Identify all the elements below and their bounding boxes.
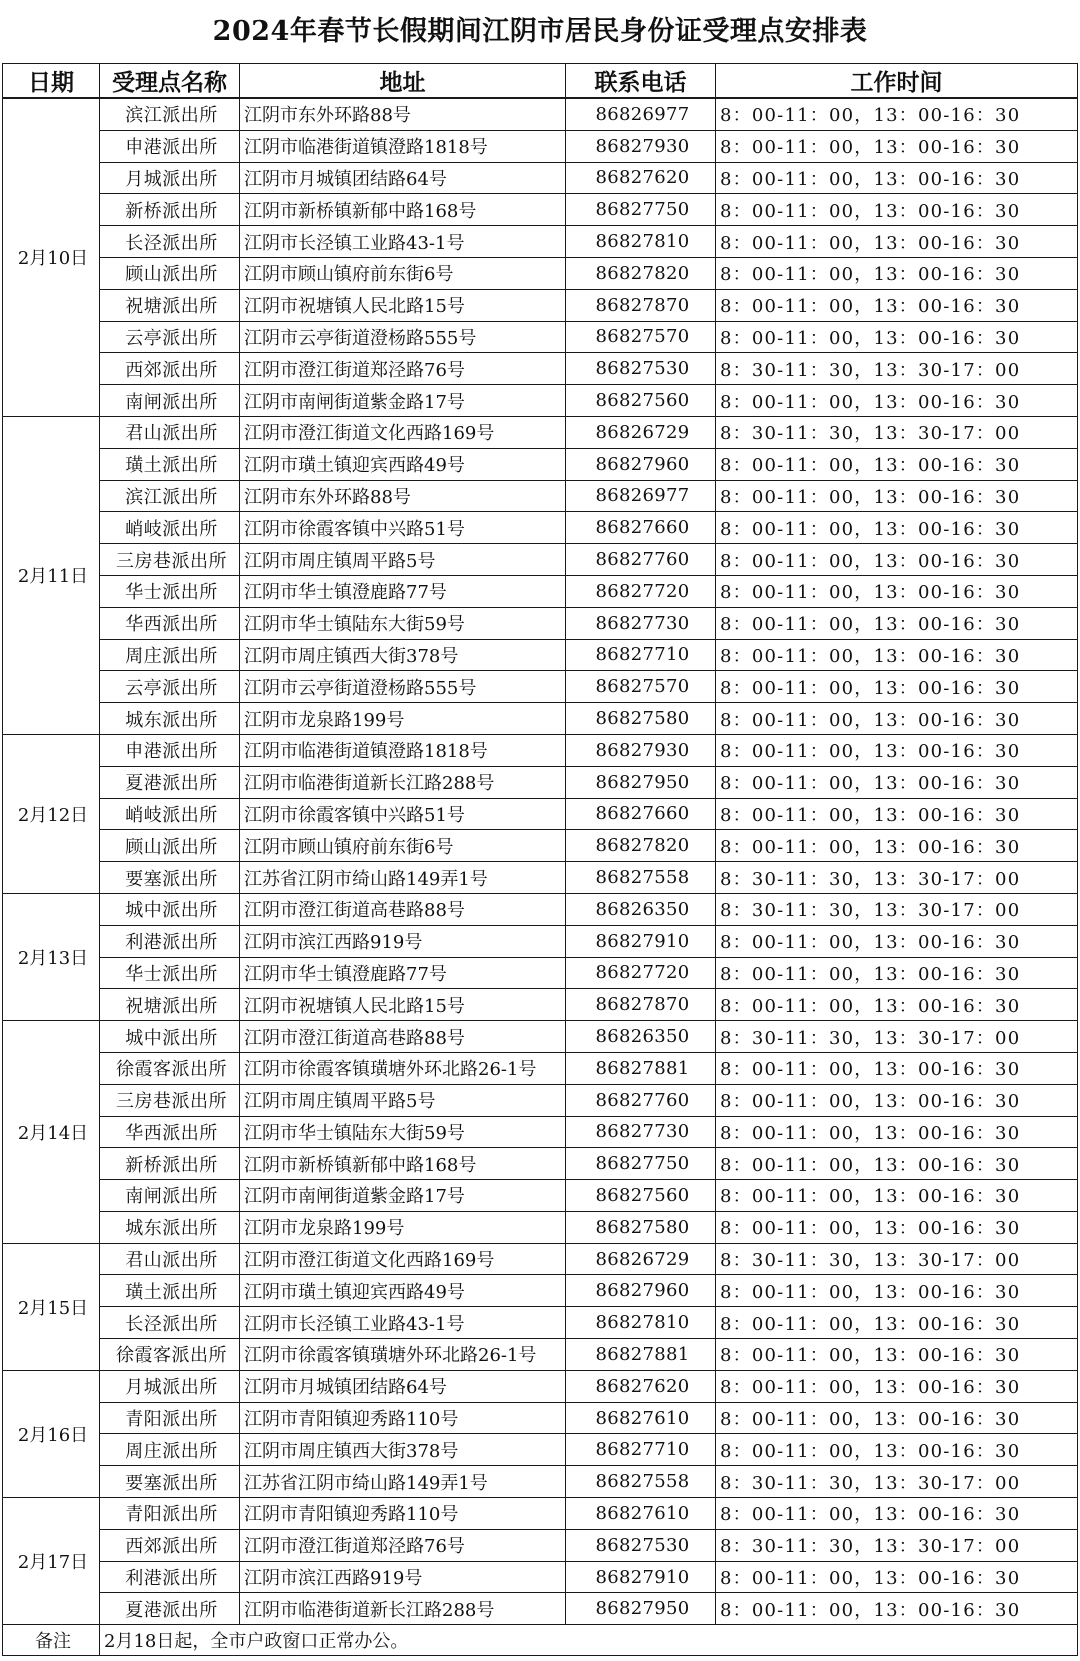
- table-row: [3, 734, 1078, 766]
- header-name: 受理点名称: [100, 64, 240, 99]
- address-cell: 江阴市华士镇澄鹿路77号: [240, 957, 566, 989]
- phone-cell: 86827820: [566, 830, 716, 862]
- hours-cell: 8：30-11：30，13：30-17：00: [716, 1243, 1078, 1275]
- address-cell: 江阴市长泾镇工业路43-1号: [240, 1307, 566, 1339]
- date-cell: 2月17日: [3, 1498, 100, 1625]
- address-cell: 江阴市周庄镇周平路5号: [240, 1084, 566, 1116]
- hours-cell: 8：00-11：00，13：00-16：30: [716, 1561, 1078, 1593]
- hours-cell: 8：00-11：00，13：00-16：30: [716, 1498, 1078, 1530]
- phone-cell: 86827950: [566, 1593, 716, 1625]
- name-cell: 祝塘派出所: [100, 289, 240, 321]
- table-row: [3, 1116, 1078, 1148]
- hours-cell: 8：00-11：00，13：00-16：30: [716, 607, 1078, 639]
- phone-cell: 86826977: [566, 480, 716, 512]
- hours-cell: 8：00-11：00，13：00-16：30: [716, 385, 1078, 417]
- header-phone: 联系电话: [566, 64, 716, 99]
- table-row: [3, 1148, 1078, 1180]
- address-cell: 江阴市周庄镇周平路5号: [240, 544, 566, 576]
- phone-cell: 86826729: [566, 416, 716, 448]
- hours-cell: 8：00-11：00，13：00-16：30: [716, 575, 1078, 607]
- name-cell: 南闸派出所: [100, 1180, 240, 1212]
- name-cell: 新桥派出所: [100, 1148, 240, 1180]
- address-cell: 江阴市华士镇陆东大街59号: [240, 607, 566, 639]
- name-cell: 夏港派出所: [100, 766, 240, 798]
- phone-cell: 86827720: [566, 575, 716, 607]
- phone-cell: 86826350: [566, 893, 716, 925]
- hours-cell: 8：00-11：00，13：00-16：30: [716, 194, 1078, 226]
- name-cell: 华西派出所: [100, 1116, 240, 1148]
- address-cell: 江苏省江阴市绮山路149弄1号: [240, 1466, 566, 1498]
- hours-cell: 8：00-11：00，13：00-16：30: [716, 1180, 1078, 1212]
- name-cell: 祝塘派出所: [100, 989, 240, 1021]
- phone-cell: 86827950: [566, 766, 716, 798]
- name-cell: 华士派出所: [100, 957, 240, 989]
- address-cell: 江阴市新桥镇新郁中路168号: [240, 1148, 566, 1180]
- phone-cell: 86827580: [566, 703, 716, 735]
- date-cell: 2月11日: [3, 416, 100, 734]
- table-row: [3, 1307, 1078, 1339]
- table-row: [3, 1211, 1078, 1243]
- phone-cell: 86827930: [566, 734, 716, 766]
- address-cell: 江阴市璜土镇迎宾西路49号: [240, 448, 566, 480]
- note-text: 2月18日起，全市户政窗口正常办公。: [100, 1625, 1078, 1656]
- address-cell: 江阴市璜土镇迎宾西路49号: [240, 1275, 566, 1307]
- hours-cell: 8：30-11：30，13：30-17：00: [716, 416, 1078, 448]
- address-cell: 江阴市徐霞客镇中兴路51号: [240, 512, 566, 544]
- name-cell: 利港派出所: [100, 1561, 240, 1593]
- phone-cell: 86827580: [566, 1211, 716, 1243]
- hours-cell: 8：00-11：00，13：00-16：30: [716, 1593, 1078, 1625]
- hours-cell: 8：00-11：00，13：00-16：30: [716, 1052, 1078, 1084]
- phone-cell: 86827810: [566, 1307, 716, 1339]
- table-row: [3, 98, 1078, 130]
- address-cell: 江阴市华士镇陆东大街59号: [240, 1116, 566, 1148]
- address-cell: 江阴市澄江街道文化西路169号: [240, 416, 566, 448]
- address-cell: 江阴市龙泉路199号: [240, 703, 566, 735]
- address-cell: 江阴市南闸街道紫金路17号: [240, 1180, 566, 1212]
- phone-cell: 86827560: [566, 1180, 716, 1212]
- table-row: [3, 416, 1078, 448]
- hours-cell: 8：00-11：00，13：00-16：30: [716, 925, 1078, 957]
- address-cell: 江阴市云亭街道澄杨路555号: [240, 671, 566, 703]
- name-cell: 青阳派出所: [100, 1498, 240, 1530]
- phone-cell: 86827881: [566, 1339, 716, 1371]
- name-cell: 南闸派出所: [100, 385, 240, 417]
- phone-cell: 86827820: [566, 257, 716, 289]
- name-cell: 城东派出所: [100, 1211, 240, 1243]
- name-cell: 徐霞客派出所: [100, 1052, 240, 1084]
- table-row: [3, 925, 1078, 957]
- table-row: [3, 1466, 1078, 1498]
- hours-cell: 8：00-11：00，13：00-16：30: [716, 162, 1078, 194]
- date-cell: 2月13日: [3, 893, 100, 1020]
- table-row: [3, 989, 1078, 1021]
- hours-cell: 8：00-11：00，13：00-16：30: [716, 544, 1078, 576]
- name-cell: 君山派出所: [100, 416, 240, 448]
- phone-cell: 86827930: [566, 130, 716, 162]
- name-cell: 要塞派出所: [100, 862, 240, 894]
- hours-cell: 8：00-11：00，13：00-16：30: [716, 703, 1078, 735]
- address-cell: 江阴市龙泉路199号: [240, 1211, 566, 1243]
- phone-cell: 86827660: [566, 798, 716, 830]
- phone-cell: 86827730: [566, 1116, 716, 1148]
- table-row: [3, 671, 1078, 703]
- table-row: [3, 353, 1078, 385]
- table-row: [3, 1052, 1078, 1084]
- phone-cell: 86827610: [566, 1402, 716, 1434]
- name-cell: 云亭派出所: [100, 671, 240, 703]
- name-cell: 月城派出所: [100, 162, 240, 194]
- hours-cell: 8：00-11：00，13：00-16：30: [716, 480, 1078, 512]
- name-cell: 长泾派出所: [100, 1307, 240, 1339]
- phone-cell: 86827710: [566, 1434, 716, 1466]
- header-address: 地址: [240, 64, 566, 99]
- name-cell: 三房巷派出所: [100, 544, 240, 576]
- name-cell: 云亭派出所: [100, 321, 240, 353]
- hours-cell: 8：00-11：00，13：00-16：30: [716, 798, 1078, 830]
- phone-cell: 86827530: [566, 1529, 716, 1561]
- address-cell: 江阴市祝塘镇人民北路15号: [240, 289, 566, 321]
- name-cell: 西郊派出所: [100, 353, 240, 385]
- address-cell: 江阴市周庄镇西大街378号: [240, 639, 566, 671]
- header-date: 日期: [3, 64, 100, 99]
- table-row: [3, 1275, 1078, 1307]
- hours-cell: 8：00-11：00，13：00-16：30: [716, 734, 1078, 766]
- table-body: [3, 98, 1078, 1625]
- table-row: [3, 1529, 1078, 1561]
- name-cell: 华士派出所: [100, 575, 240, 607]
- phone-cell: 86827750: [566, 1148, 716, 1180]
- name-cell: 君山派出所: [100, 1243, 240, 1275]
- phone-cell: 86827910: [566, 925, 716, 957]
- address-cell: 江阴市临港街道镇澄路1818号: [240, 130, 566, 162]
- address-cell: 江阴市东外环路88号: [240, 480, 566, 512]
- name-cell: 城中派出所: [100, 1021, 240, 1053]
- address-cell: 江阴市滨江西路919号: [240, 925, 566, 957]
- phone-cell: 86826977: [566, 98, 716, 130]
- table-row: [3, 830, 1078, 862]
- phone-cell: 86827610: [566, 1498, 716, 1530]
- hours-cell: 8：00-11：00，13：00-16：30: [716, 1275, 1078, 1307]
- address-cell: 江阴市顾山镇府前东街6号: [240, 257, 566, 289]
- hours-cell: 8：00-11：00，13：00-16：30: [716, 289, 1078, 321]
- address-cell: 江阴市澄江街道高巷路88号: [240, 1021, 566, 1053]
- table-row: [3, 194, 1078, 226]
- hours-cell: 8：00-11：00，13：00-16：30: [716, 226, 1078, 258]
- address-cell: 江阴市澄江街道文化西路169号: [240, 1243, 566, 1275]
- table-row: [3, 130, 1078, 162]
- phone-cell: 86826350: [566, 1021, 716, 1053]
- hours-cell: 8：00-11：00，13：00-16：30: [716, 1370, 1078, 1402]
- phone-cell: 86827570: [566, 671, 716, 703]
- phone-cell: 86827960: [566, 1275, 716, 1307]
- hours-cell: 8：00-11：00，13：00-16：30: [716, 98, 1078, 130]
- table-row: [3, 893, 1078, 925]
- address-cell: 江阴市华士镇澄鹿路77号: [240, 575, 566, 607]
- phone-cell: 86827620: [566, 162, 716, 194]
- hours-cell: 8：00-11：00，13：00-16：30: [716, 1307, 1078, 1339]
- date-cell: 2月12日: [3, 734, 100, 893]
- phone-cell: 86827710: [566, 639, 716, 671]
- address-cell: 江阴市月城镇团结路64号: [240, 162, 566, 194]
- table-row: [3, 385, 1078, 417]
- phone-cell: 86827570: [566, 321, 716, 353]
- table-row: [3, 1339, 1078, 1371]
- name-cell: 申港派出所: [100, 130, 240, 162]
- hours-cell: 8：00-11：00，13：00-16：30: [716, 639, 1078, 671]
- phone-cell: 86827870: [566, 989, 716, 1021]
- address-cell: 江阴市澄江街道高巷路88号: [240, 893, 566, 925]
- table-row: [3, 1434, 1078, 1466]
- name-cell: 周庄派出所: [100, 639, 240, 671]
- header-hours: 工作时间: [716, 64, 1078, 99]
- name-cell: 长泾派出所: [100, 226, 240, 258]
- hours-cell: 8：00-11：00，13：00-16：30: [716, 448, 1078, 480]
- phone-cell: 86827660: [566, 512, 716, 544]
- hours-cell: 8：00-11：00，13：00-16：30: [716, 1434, 1078, 1466]
- table-row: [3, 798, 1078, 830]
- address-cell: 江阴市云亭街道澄杨路555号: [240, 321, 566, 353]
- name-cell: 滨江派出所: [100, 480, 240, 512]
- date-cell: 2月15日: [3, 1243, 100, 1370]
- name-cell: 城中派出所: [100, 893, 240, 925]
- address-cell: 江阴市青阳镇迎秀路110号: [240, 1402, 566, 1434]
- hours-cell: 8：00-11：00，13：00-16：30: [716, 1148, 1078, 1180]
- hours-cell: 8：00-11：00，13：00-16：30: [716, 257, 1078, 289]
- schedule-table: [2, 63, 1078, 1656]
- name-cell: 新桥派出所: [100, 194, 240, 226]
- phone-cell: 86827720: [566, 957, 716, 989]
- phone-cell: 86827620: [566, 1370, 716, 1402]
- date-cell: 2月14日: [3, 1021, 100, 1244]
- name-cell: 城东派出所: [100, 703, 240, 735]
- hours-cell: 8：00-11：00，13：00-16：30: [716, 830, 1078, 862]
- phone-cell: 86827558: [566, 1466, 716, 1498]
- address-cell: 江阴市徐霞客镇璜塘外环北路26-1号: [240, 1339, 566, 1371]
- address-cell: 江阴市祝塘镇人民北路15号: [240, 989, 566, 1021]
- phone-cell: 86827760: [566, 544, 716, 576]
- table-row: [3, 1402, 1078, 1434]
- table-row: [3, 703, 1078, 735]
- table-row: [3, 289, 1078, 321]
- phone-cell: 86827870: [566, 289, 716, 321]
- name-cell: 要塞派出所: [100, 1466, 240, 1498]
- table-row: [3, 162, 1078, 194]
- table-row: [3, 226, 1078, 258]
- hours-cell: 8：00-11：00，13：00-16：30: [716, 1402, 1078, 1434]
- address-cell: 江阴市澄江街道郑泾路76号: [240, 1529, 566, 1561]
- address-cell: 江阴市新桥镇新郁中路168号: [240, 194, 566, 226]
- phone-cell: 86827530: [566, 353, 716, 385]
- address-cell: 江阴市长泾镇工业路43-1号: [240, 226, 566, 258]
- address-cell: 江阴市澄江街道郑泾路76号: [240, 353, 566, 385]
- table-row: [3, 512, 1078, 544]
- address-cell: 江阴市南闸街道紫金路17号: [240, 385, 566, 417]
- table-row: [3, 639, 1078, 671]
- table-row: [3, 1243, 1078, 1275]
- address-cell: 江阴市周庄镇西大街378号: [240, 1434, 566, 1466]
- address-cell: 江阴市徐霞客镇璜塘外环北路26-1号: [240, 1052, 566, 1084]
- hours-cell: 8：00-11：00，13：00-16：30: [716, 957, 1078, 989]
- phone-cell: 86827881: [566, 1052, 716, 1084]
- table-row: [3, 766, 1078, 798]
- date-cell: 2月16日: [3, 1370, 100, 1497]
- name-cell: 利港派出所: [100, 925, 240, 957]
- name-cell: 华西派出所: [100, 607, 240, 639]
- hours-cell: 8：00-11：00，13：00-16：30: [716, 1211, 1078, 1243]
- name-cell: 璜土派出所: [100, 448, 240, 480]
- name-cell: 滨江派出所: [100, 98, 240, 130]
- name-cell: 顾山派出所: [100, 257, 240, 289]
- table-header-row: [3, 64, 1078, 99]
- hours-cell: 8：00-11：00，13：00-16：30: [716, 671, 1078, 703]
- address-cell: 江苏省江阴市绮山路149弄1号: [240, 862, 566, 894]
- table-row: [3, 1084, 1078, 1116]
- phone-cell: 86827960: [566, 448, 716, 480]
- page-title: 2024年春节长假期间江阴市居民身份证受理点安排表: [212, 16, 868, 47]
- hours-cell: 8：30-11：30，13：30-17：00: [716, 1529, 1078, 1561]
- table-row: [3, 575, 1078, 607]
- phone-cell: 86827730: [566, 607, 716, 639]
- table-row: [3, 321, 1078, 353]
- name-cell: 徐霞客派出所: [100, 1339, 240, 1371]
- table-row: [3, 862, 1078, 894]
- phone-cell: 86826729: [566, 1243, 716, 1275]
- address-cell: 江阴市月城镇团结路64号: [240, 1370, 566, 1402]
- table-row: [3, 607, 1078, 639]
- phone-cell: 86827760: [566, 1084, 716, 1116]
- hours-cell: 8：00-11：00，13：00-16：30: [716, 766, 1078, 798]
- hours-cell: 8：00-11：00，13：00-16：30: [716, 1116, 1078, 1148]
- hours-cell: 8：00-11：00，13：00-16：30: [716, 989, 1078, 1021]
- table-row: [3, 1021, 1078, 1053]
- name-cell: 夏港派出所: [100, 1593, 240, 1625]
- date-cell: 2月10日: [3, 98, 100, 416]
- hours-cell: 8：00-11：00，13：00-16：30: [716, 1339, 1078, 1371]
- hours-cell: 8：00-11：00，13：00-16：30: [716, 130, 1078, 162]
- name-cell: 顾山派出所: [100, 830, 240, 862]
- phone-cell: 86827810: [566, 226, 716, 258]
- hours-cell: 8：00-11：00，13：00-16：30: [716, 321, 1078, 353]
- table-row: [3, 1370, 1078, 1402]
- table-row: [3, 1561, 1078, 1593]
- table-row: [3, 448, 1078, 480]
- name-cell: 峭岐派出所: [100, 512, 240, 544]
- hours-cell: 8：00-11：00，13：00-16：30: [716, 512, 1078, 544]
- name-cell: 三房巷派出所: [100, 1084, 240, 1116]
- hours-cell: 8：30-11：30，13：30-17：00: [716, 1466, 1078, 1498]
- address-cell: 江阴市临港街道镇澄路1818号: [240, 734, 566, 766]
- note-label: 备注: [3, 1625, 100, 1656]
- address-cell: 江阴市滨江西路919号: [240, 1561, 566, 1593]
- address-cell: 江阴市顾山镇府前东街6号: [240, 830, 566, 862]
- name-cell: 峭岐派出所: [100, 798, 240, 830]
- name-cell: 璜土派出所: [100, 1275, 240, 1307]
- table-row: [3, 1593, 1078, 1625]
- address-cell: 江阴市徐霞客镇中兴路51号: [240, 798, 566, 830]
- name-cell: 周庄派出所: [100, 1434, 240, 1466]
- name-cell: 西郊派出所: [100, 1529, 240, 1561]
- hours-cell: 8：30-11：30，13：30-17：00: [716, 862, 1078, 894]
- table-row: [3, 1180, 1078, 1212]
- name-cell: 青阳派出所: [100, 1402, 240, 1434]
- table-row: [3, 1498, 1078, 1530]
- hours-cell: 8：30-11：30，13：30-17：00: [716, 1021, 1078, 1053]
- note-row: [3, 1625, 1078, 1656]
- address-cell: 江阴市青阳镇迎秀路110号: [240, 1498, 566, 1530]
- phone-cell: 86827910: [566, 1561, 716, 1593]
- table-row: [3, 544, 1078, 576]
- address-cell: 江阴市临港街道新长江路288号: [240, 1593, 566, 1625]
- table-row: [3, 480, 1078, 512]
- address-cell: 江阴市东外环路88号: [240, 98, 566, 130]
- table-row: [3, 257, 1078, 289]
- phone-cell: 86827750: [566, 194, 716, 226]
- name-cell: 月城派出所: [100, 1370, 240, 1402]
- address-cell: 江阴市临港街道新长江路288号: [240, 766, 566, 798]
- hours-cell: 8：00-11：00，13：00-16：30: [716, 1084, 1078, 1116]
- table-row: [3, 957, 1078, 989]
- hours-cell: 8：30-11：30，13：30-17：00: [716, 353, 1078, 385]
- name-cell: 申港派出所: [100, 734, 240, 766]
- phone-cell: 86827558: [566, 862, 716, 894]
- hours-cell: 8：30-11：30，13：30-17：00: [716, 893, 1078, 925]
- phone-cell: 86827560: [566, 385, 716, 417]
